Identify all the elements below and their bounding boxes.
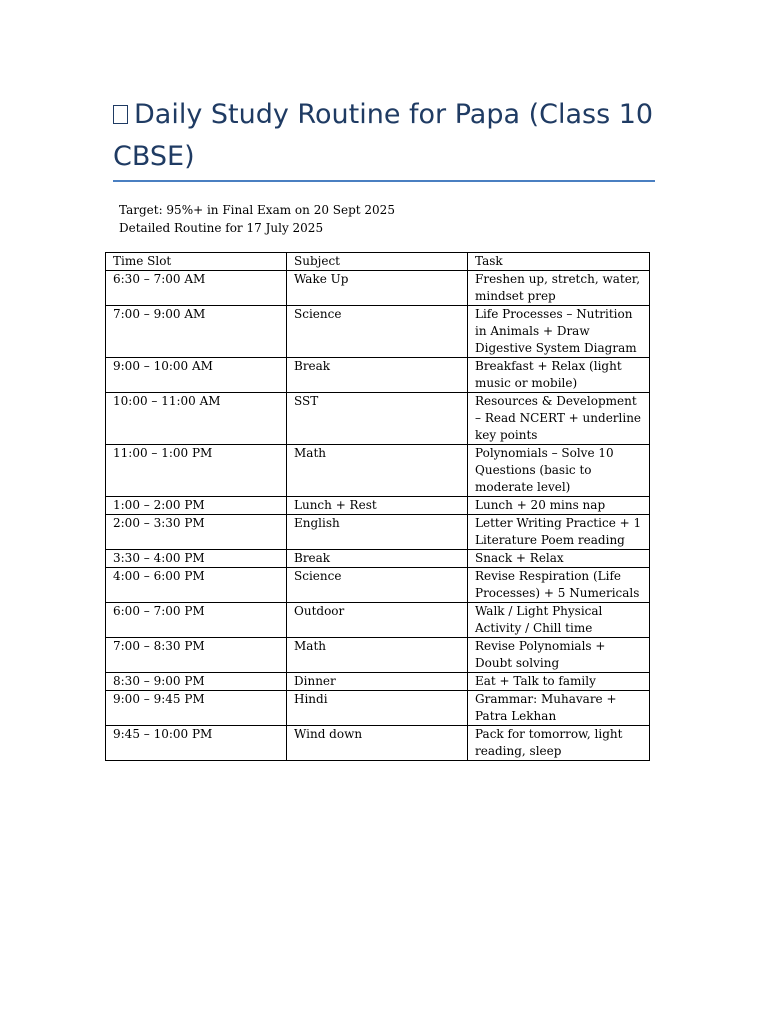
task-cell: Life Processes – Nutrition in Animals + Draw Digestive System Diagram	[468, 306, 650, 358]
subject-cell: SST	[287, 393, 468, 445]
subject-cell: Math	[287, 638, 468, 673]
time-slot-cell: 7:00 – 8:30 PM	[106, 638, 287, 673]
subject-cell: Dinner	[287, 673, 468, 691]
time-slot-cell: 3:30 – 4:00 PM	[106, 550, 287, 568]
task-cell: Breakfast + Relax (light music or mobile)	[468, 358, 650, 393]
table-row	[106, 497, 650, 515]
task-cell: Resources & Development – Read NCERT + underline key points	[468, 393, 650, 445]
table-row	[106, 726, 650, 761]
table-row	[106, 306, 650, 358]
table-row	[106, 271, 650, 306]
task-cell: Revise Polynomials + Doubt solving	[468, 638, 650, 673]
subject-cell: English	[287, 515, 468, 550]
subject-cell: Outdoor	[287, 603, 468, 638]
subject-cell: Science	[287, 306, 468, 358]
routine-table	[105, 252, 650, 761]
target-line: Target: 95%+ in Final Exam on 20 Sept 2025	[119, 203, 395, 217]
task-cell: Walk / Light Physical Activity / Chill time	[468, 603, 650, 638]
table-row	[106, 568, 650, 603]
table-row	[106, 673, 650, 691]
task-cell: Letter Writing Practice + 1 Literature Poem reading	[468, 515, 650, 550]
task-cell: Pack for tomorrow, light reading, sleep	[468, 726, 650, 761]
subject-cell: Wake Up	[287, 271, 468, 306]
time-slot-cell: 1:00 – 2:00 PM	[106, 497, 287, 515]
table-row	[106, 550, 650, 568]
table-row	[106, 603, 650, 638]
table-row	[106, 445, 650, 497]
missing-glyph-icon	[113, 105, 128, 124]
time-slot-cell: 11:00 – 1:00 PM	[106, 445, 287, 497]
page-title-text: Daily Study Routine for Papa (Class 10 CBSE)	[113, 99, 654, 172]
time-slot-cell: 10:00 – 11:00 AM	[106, 393, 287, 445]
header-task: Task	[468, 253, 650, 271]
table-row	[106, 691, 650, 726]
time-slot-cell: 6:00 – 7:00 PM	[106, 603, 287, 638]
subject-cell: Hindi	[287, 691, 468, 726]
subject-cell: Lunch + Rest	[287, 497, 468, 515]
title-divider	[113, 180, 655, 182]
time-slot-cell: 9:00 – 10:00 AM	[106, 358, 287, 393]
task-cell: Freshen up, stretch, water, mindset prep	[468, 271, 650, 306]
header-subject: Subject	[287, 253, 468, 271]
routine-date-line: Detailed Routine for 17 July 2025	[119, 221, 324, 235]
table-header-row	[106, 253, 650, 271]
time-slot-cell: 8:30 – 9:00 PM	[106, 673, 287, 691]
time-slot-cell: 9:00 – 9:45 PM	[106, 691, 287, 726]
time-slot-cell: 9:45 – 10:00 PM	[106, 726, 287, 761]
routine-table-body	[106, 271, 650, 761]
time-slot-cell: 4:00 – 6:00 PM	[106, 568, 287, 603]
routine-table-header	[106, 253, 650, 271]
task-cell: Snack + Relax	[468, 550, 650, 568]
header-time-slot: Time Slot	[106, 253, 287, 271]
subject-cell: Break	[287, 358, 468, 393]
time-slot-cell: 2:00 – 3:30 PM	[106, 515, 287, 550]
subject-cell: Break	[287, 550, 468, 568]
task-cell: Eat + Talk to family	[468, 673, 650, 691]
table-row	[106, 638, 650, 673]
task-cell: Grammar: Muhavare + Patra Lekhan	[468, 691, 650, 726]
page-title	[113, 94, 658, 178]
time-slot-cell: 6:30 – 7:00 AM	[106, 271, 287, 306]
subject-cell: Science	[287, 568, 468, 603]
task-cell: Revise Respiration (Life Processes) + 5 Numericals	[468, 568, 650, 603]
table-row	[106, 358, 650, 393]
table-row	[106, 515, 650, 550]
subject-cell: Math	[287, 445, 468, 497]
subject-cell: Wind down	[287, 726, 468, 761]
routine-meta	[119, 201, 395, 237]
table-row	[106, 393, 650, 445]
task-cell: Lunch + 20 mins nap	[468, 497, 650, 515]
time-slot-cell: 7:00 – 9:00 AM	[106, 306, 287, 358]
task-cell: Polynomials – Solve 10 Questions (basic to moderate level)	[468, 445, 650, 497]
